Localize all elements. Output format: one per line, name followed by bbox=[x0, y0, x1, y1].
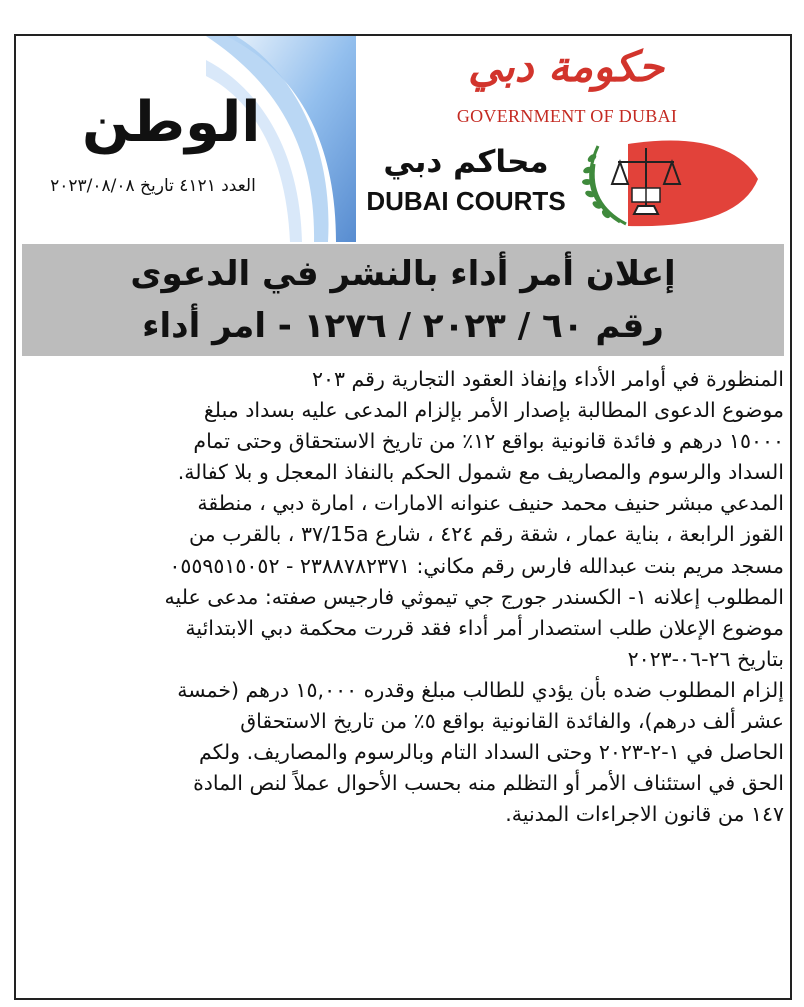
body-line: ١٥٠٠٠ درهم و فائدة قانونية بواقع ١٢٪ من تاريخ الاستحقاق وحتى تمام bbox=[193, 429, 784, 454]
body-line: ١٤٧ من قانون الاجراءات المدنية. bbox=[505, 802, 784, 827]
dubai-courts-emblem-icon bbox=[568, 134, 764, 234]
notice-title-line-2: رقم ٦٠ / ٢٠٢٣ / ١٢٧٦ - امر أداء bbox=[142, 306, 664, 346]
body-line: عشر ألف درهم)، والفائدة القانونية بواقع ٥٪ من تاريخ الاستحقاق bbox=[240, 709, 784, 734]
notice-title-line-1: إعلان أمر أداء بالنشر في الدعوى bbox=[130, 254, 676, 294]
body-line: بتاريخ ٢٦-٠٦-٢٠٢٣ bbox=[627, 646, 784, 671]
title-band bbox=[22, 244, 784, 356]
government-name-en: GOVERNMENT OF DUBAI bbox=[456, 106, 678, 126]
newspaper-name: الوطن bbox=[82, 90, 261, 155]
notice-frame bbox=[14, 34, 792, 1000]
body-line: موضوع الإعلان طلب استصدار أمر أداء فقد قررت محكمة دبي الابتدائية bbox=[185, 615, 784, 640]
body-line: القوز الرابعة ، بناية عمار ، شقة رقم ٤٢٤ ، شارع 15a/٣٧ ، بالقرب من bbox=[189, 522, 784, 547]
issue-line: العدد ٤١٢١ تاريخ ٢٠٢٣/٠٨/٠٨ bbox=[50, 176, 256, 196]
body-line: الحاصل في ١-٢-٢٠٢٣ وحتى السداد التام وبالرسوم والمصاريف. ولكم bbox=[198, 740, 784, 765]
notice-body bbox=[22, 364, 784, 830]
body-line: المدعي مبشر حنيف محمد حنيف عنوانه الامارات ، امارة دبي ، منطقة bbox=[197, 491, 784, 516]
government-name-ar: حكومة دبي bbox=[468, 42, 664, 91]
courts-name-en: DUBAI COURTS bbox=[366, 186, 566, 216]
body-line: المطلوب إعلانه ١- الكسندر جورج جي تيموثي فارجيس صفته: مدعى عليه bbox=[164, 584, 784, 609]
body-line: السداد والرسوم والمصاريف مع شمول الحكم بالنفاذ المعجل و بلا كفالة. bbox=[177, 460, 784, 485]
body-line: المنظورة في أوامر الأداء وإنفاذ العقود التجارية رقم ٢٠٣ bbox=[311, 367, 784, 391]
body-line: إلزام المطلوب ضده بأن يؤدي للطالب مبلغ وقدره ١٥,٠٠٠ درهم (خمسة bbox=[177, 677, 784, 702]
header bbox=[16, 36, 790, 242]
courts-name-ar: محاكم دبي bbox=[383, 144, 549, 180]
body-line: مسجد مريم بنت عبدالله فارس رقم مكاني: ٢٣٨٨٧٨٢٣٧١ - ٠٥٥٩٥١٥٠٥٢ bbox=[169, 553, 784, 578]
body-line: الحق في استئناف الأمر أو التظلم منه بحسب الأحوال عملاً لنص المادة bbox=[193, 771, 784, 796]
body-line: موضوع الدعوى المطالبة بإصدار الأمر بإلزام المدعى عليه بسداد مبلغ bbox=[203, 398, 784, 423]
